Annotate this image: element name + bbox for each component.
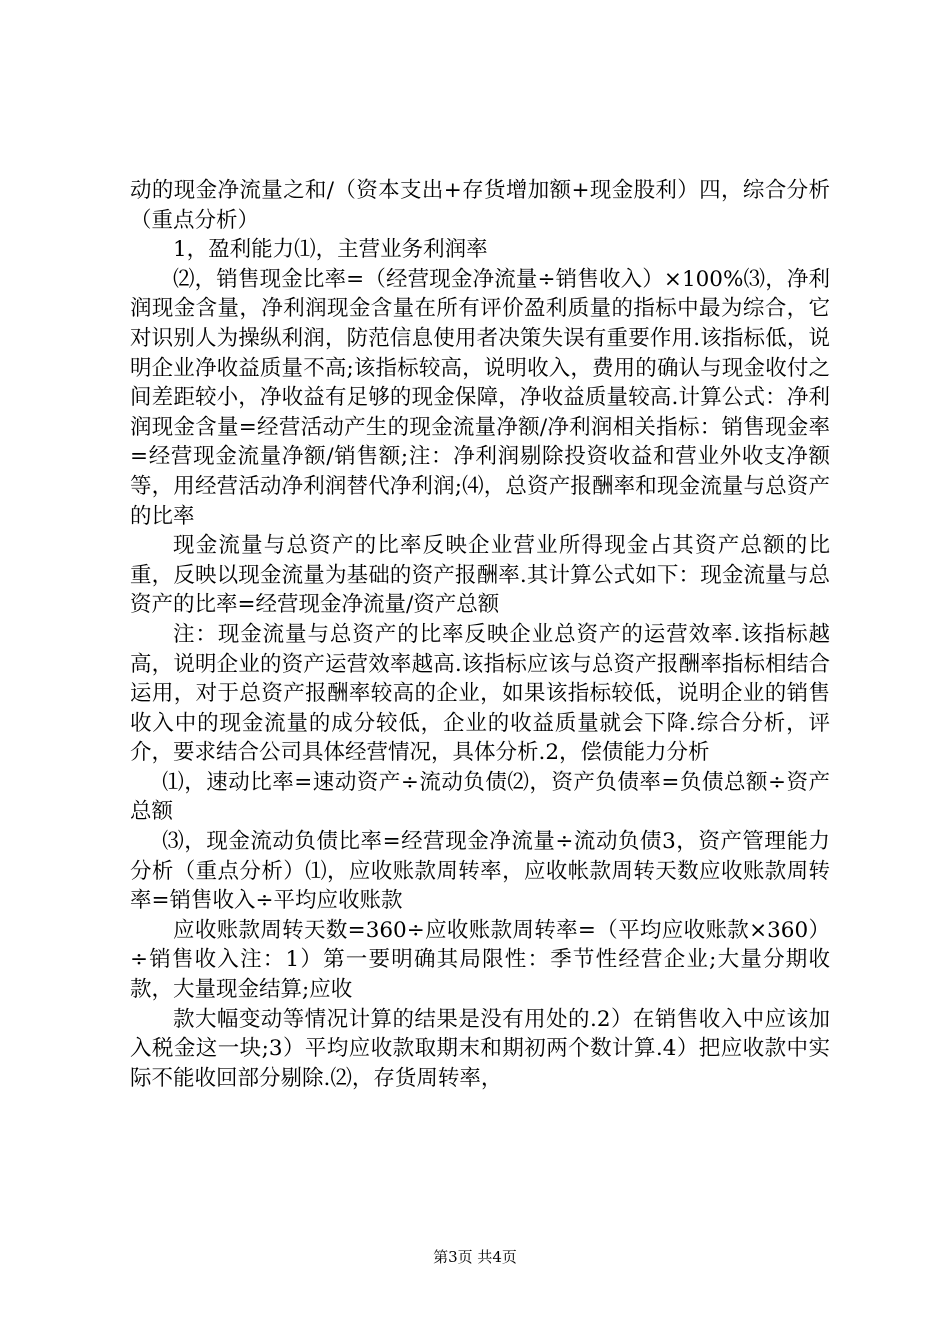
- paragraph-9: 款大幅变动等情况计算的结果是没有用处的.2）在销售收入中应该加入税金这一块;3）平均应收款取期末和期初两个数计算.4）把应收款中实际不能收回部分剔除.⑵，存货周转率，: [130, 1006, 830, 1091]
- paragraph-3: ⑵，销售现金比率=（经营现金净流量÷销售收入）×100%⑶，净利润现金含量，净利润现金含量在所有评价盈利质量的指标中最为综合，它对识别人为操纵利润，防范信息使用者决策失误有重要作用.该指标低，说明企业净收益质量不高;该指标较高，说明收入，费用的确认与现金收付之间差距较小，净收益有足够的现金保障，净收益质量较高.计算公式：净利润现金含量=经营活动产生的现金流量净额/净利润相关指标：销售现金率=经营现金流量净额/销售额;注：净利润剔除投资收益和营业外收支净额等，用经营活动净利润替代净利润;⑷，总资产报酬率和现金流量与总资产的比率: [130, 266, 830, 529]
- document-body: [130, 176, 830, 1093]
- paragraph-7: ⑶，现金流动负债比率=经营现金净流量÷流动负债3，资产管理能力分析（重点分析）⑴，应收账款周转率，应收帐款周转天数应收账款周转率=销售收入÷平均应收账款: [130, 829, 830, 914]
- paragraph-2: 1，盈利能力⑴，主营业务利润率: [173, 237, 488, 263]
- paragraph-6: ⑴，速动比率=速动资产÷流动负债⑵，资产负债率=负债总额÷资产总额: [130, 769, 830, 825]
- paragraph-1: 动的现金净流量之和/（资本支出+存货增加额+现金股利）四，综合分析（重点分析）: [130, 178, 830, 233]
- page-number-footer: 第3页 共4页: [433, 1248, 517, 1266]
- paragraph-4: 现金流量与总资产的比率反映企业营业所得现金占其资产总额的比重，反映以现金流量为基础的资产报酬率.其计算公式如下：现金流量与总资产的比率=经营现金净流量/资产总额: [130, 533, 830, 618]
- paragraph-8: 应收账款周转天数=360÷应收账款周转率=（平均应收账款×360）÷销售收入注：1）第一要明确其局限性：季节性经营企业;大量分期收款，大量现金结算;应收: [130, 917, 830, 1003]
- paragraph-5: 注：现金流量与总资产的比率反映企业总资产的运营效率.该指标越高，说明企业的资产运营效率越高.该指标应该与总资产报酬率指标相结合运用，对于总资产报酬率较高的企业，如果该指标较低，说明企业的销售收入中的现金流量的成分较低，企业的收益质量就会下降.综合分析，评介，要求结合公司具体经营情况，具体分析.2，偿债能力分析: [130, 621, 830, 766]
